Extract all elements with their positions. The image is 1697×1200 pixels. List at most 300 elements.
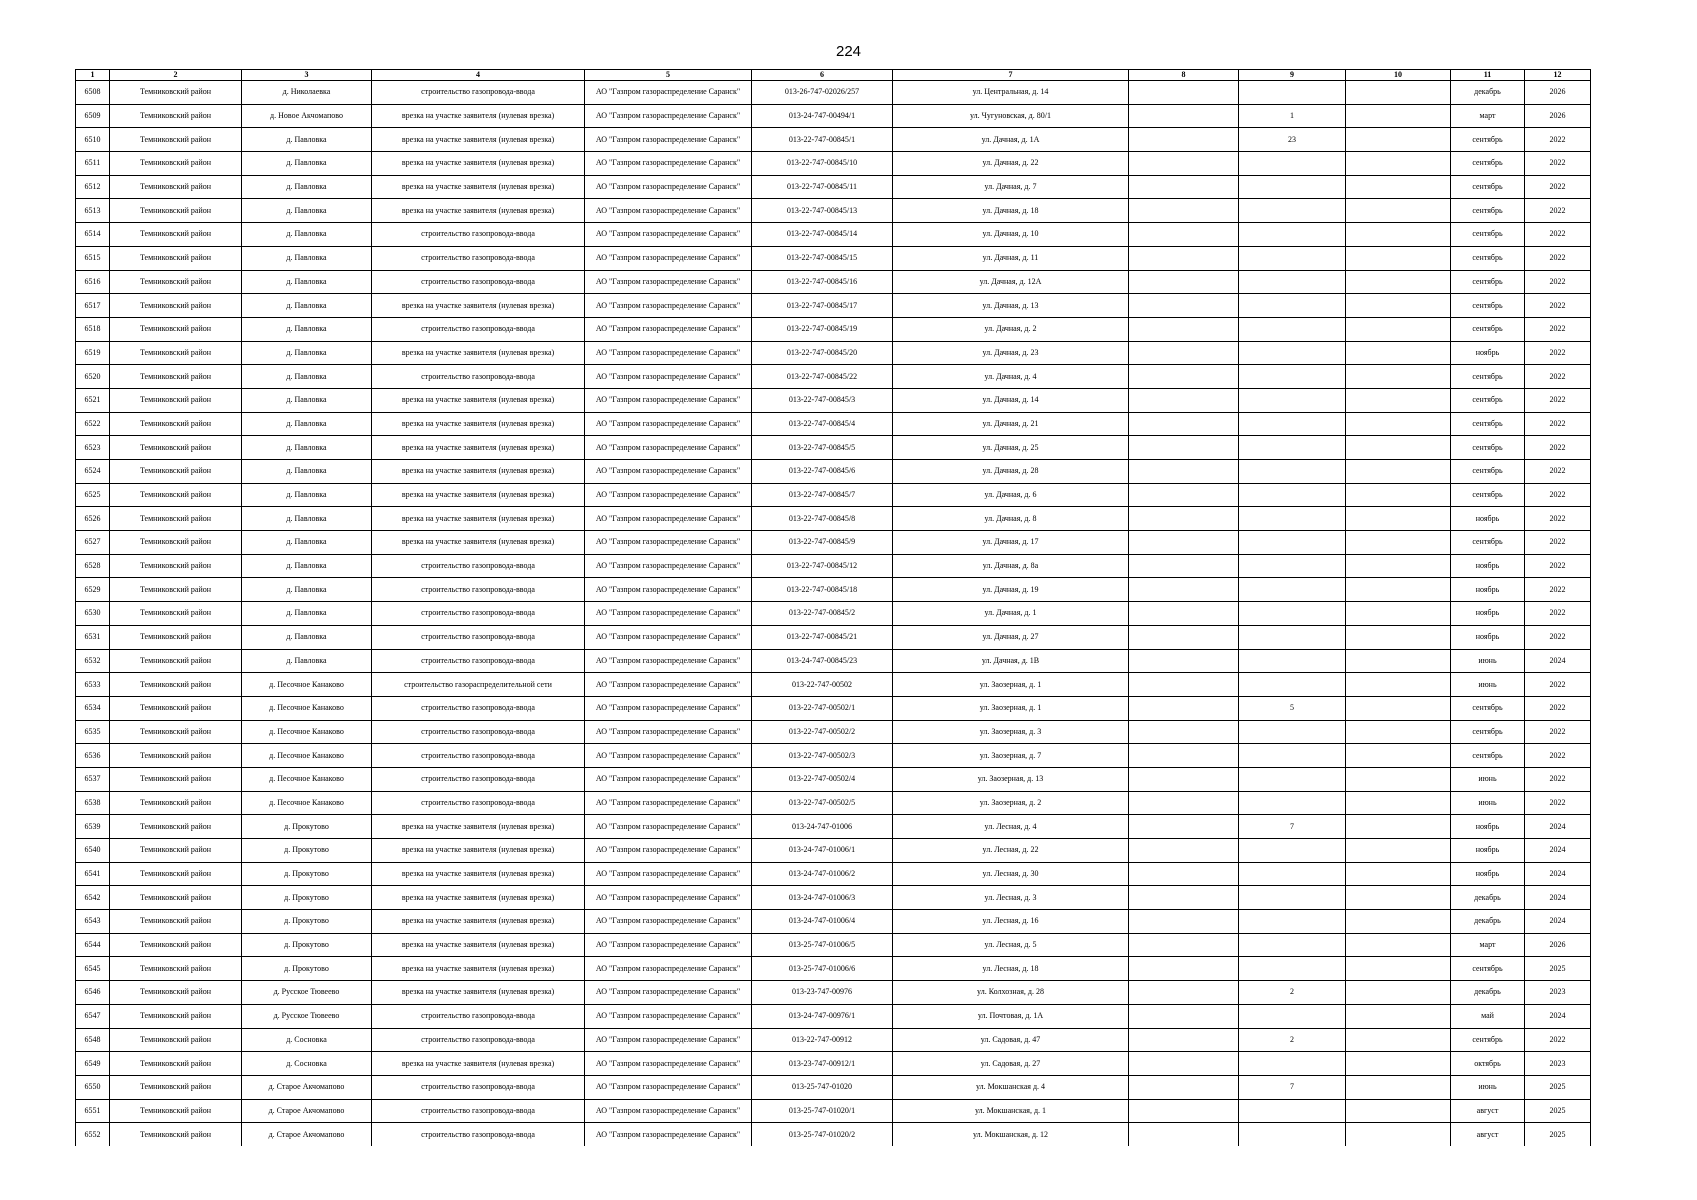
cell-month: сентябрь: [1451, 246, 1525, 270]
table-row: [76, 270, 1591, 294]
cell-year: 2024: [1525, 862, 1591, 886]
cell-col-9: [1239, 649, 1346, 673]
column-header: 2: [110, 70, 242, 81]
cell-col-10: [1346, 365, 1451, 389]
cell-month: октябрь: [1451, 1052, 1525, 1076]
cell-district: Темниковский район: [110, 791, 242, 815]
cell-work-type: врезка на участке заявителя (нулевая врезка): [372, 531, 585, 555]
cell-year: 2022: [1525, 673, 1591, 697]
cell-year: 2026: [1525, 933, 1591, 957]
cell-address: ул. Лесная, д. 18: [893, 957, 1129, 981]
cell-month: сентябрь: [1451, 128, 1525, 152]
cell-organization: АО "Газпром газораспределение Саранск": [585, 152, 752, 176]
cell-work-type: строительство газопровода-ввода: [372, 720, 585, 744]
cell-month: сентябрь: [1451, 294, 1525, 318]
cell-month: декабрь: [1451, 981, 1525, 1005]
cell-month: сентябрь: [1451, 199, 1525, 223]
cell-col-10: [1346, 578, 1451, 602]
cell-organization: АО "Газпром газораспределение Саранск": [585, 199, 752, 223]
cell-col-10: [1346, 81, 1451, 105]
cell-work-type: строительство газопровода-ввода: [372, 1123, 585, 1147]
cell-tech-conditions-number: 013-26-747-02026/257: [752, 81, 893, 105]
cell-tech-conditions-number: 013-25-747-01006/6: [752, 957, 893, 981]
cell-district: Темниковский район: [110, 246, 242, 270]
cell-col-9: [1239, 602, 1346, 626]
cell-district: Темниковский район: [110, 1099, 242, 1123]
cell-col-8: [1129, 862, 1239, 886]
cell-col-9: 7: [1239, 815, 1346, 839]
cell-tech-conditions-number: 013-22-747-00845/2: [752, 602, 893, 626]
cell-organization: АО "Газпром газораспределение Саранск": [585, 1099, 752, 1123]
cell-col-9: [1239, 199, 1346, 223]
cell-work-type: строительство газопровода-ввода: [372, 649, 585, 673]
cell-month: март: [1451, 104, 1525, 128]
cell-col-9: [1239, 341, 1346, 365]
cell-work-type: врезка на участке заявителя (нулевая врезка): [372, 886, 585, 910]
cell-work-type: строительство газопровода-ввода: [372, 1099, 585, 1123]
column-header: 7: [893, 70, 1129, 81]
cell-row-number: 6520: [76, 365, 110, 389]
cell-tech-conditions-number: 013-22-747-00502/2: [752, 720, 893, 744]
cell-work-type: врезка на участке заявителя (нулевая врезка): [372, 815, 585, 839]
cell-tech-conditions-number: 013-22-747-00845/18: [752, 578, 893, 602]
cell-settlement: д. Павловка: [242, 649, 372, 673]
cell-tech-conditions-number: 013-24-747-01006/4: [752, 910, 893, 934]
cell-col-9: [1239, 81, 1346, 105]
cell-district: Темниковский район: [110, 507, 242, 531]
cell-organization: АО "Газпром газораспределение Саранск": [585, 602, 752, 626]
cell-row-number: 6552: [76, 1123, 110, 1147]
table-row: [76, 317, 1591, 341]
cell-district: Темниковский район: [110, 910, 242, 934]
cell-district: Темниковский район: [110, 128, 242, 152]
cell-organization: АО "Газпром газораспределение Саранск": [585, 483, 752, 507]
cell-year: 2022: [1525, 388, 1591, 412]
cell-col-8: [1129, 388, 1239, 412]
cell-col-8: [1129, 578, 1239, 602]
cell-tech-conditions-number: 013-22-747-00845/9: [752, 531, 893, 555]
cell-month: декабрь: [1451, 910, 1525, 934]
cell-organization: АО "Газпром газораспределение Саранск": [585, 104, 752, 128]
cell-tech-conditions-number: 013-22-747-00845/5: [752, 436, 893, 460]
cell-row-number: 6522: [76, 412, 110, 436]
cell-settlement: д. Павловка: [242, 317, 372, 341]
cell-row-number: 6551: [76, 1099, 110, 1123]
cell-tech-conditions-number: 013-25-747-01020/2: [752, 1123, 893, 1147]
cell-tech-conditions-number: 013-22-747-00845/15: [752, 246, 893, 270]
column-header: 6: [752, 70, 893, 81]
cell-organization: АО "Газпром газораспределение Саранск": [585, 412, 752, 436]
cell-work-type: строительство газопровода-ввода: [372, 81, 585, 105]
table-row: [76, 862, 1591, 886]
cell-district: Темниковский район: [110, 720, 242, 744]
page-number: 224: [835, 43, 862, 60]
cell-col-8: [1129, 886, 1239, 910]
cell-district: Темниковский район: [110, 388, 242, 412]
cell-col-10: [1346, 294, 1451, 318]
cell-row-number: 6514: [76, 223, 110, 247]
cell-settlement: д. Павловка: [242, 152, 372, 176]
cell-row-number: 6548: [76, 1028, 110, 1052]
cell-address: ул. Заозерная, д. 1: [893, 696, 1129, 720]
cell-col-8: [1129, 483, 1239, 507]
cell-year: 2024: [1525, 1004, 1591, 1028]
cell-month: сентябрь: [1451, 317, 1525, 341]
cell-row-number: 6542: [76, 886, 110, 910]
table-row: [76, 507, 1591, 531]
cell-address: ул. Дачная, д. 7: [893, 175, 1129, 199]
cell-organization: АО "Газпром газораспределение Саранск": [585, 507, 752, 531]
cell-district: Темниковский район: [110, 365, 242, 389]
cell-col-8: [1129, 270, 1239, 294]
cell-month: ноябрь: [1451, 815, 1525, 839]
cell-col-9: [1239, 412, 1346, 436]
cell-work-type: строительство газопровода-ввода: [372, 767, 585, 791]
cell-row-number: 6526: [76, 507, 110, 531]
table-row: [76, 910, 1591, 934]
cell-year: 2022: [1525, 270, 1591, 294]
cell-month: июнь: [1451, 767, 1525, 791]
cell-settlement: д. Песочное Канаково: [242, 744, 372, 768]
cell-tech-conditions-number: 013-22-747-00845/13: [752, 199, 893, 223]
cell-col-8: [1129, 554, 1239, 578]
cell-tech-conditions-number: 013-25-747-01006/5: [752, 933, 893, 957]
cell-year: 2024: [1525, 910, 1591, 934]
cell-col-8: [1129, 175, 1239, 199]
cell-district: Темниковский район: [110, 436, 242, 460]
cell-address: ул. Чугуновская, д. 80/1: [893, 104, 1129, 128]
cell-organization: АО "Газпром газораспределение Саранск": [585, 1004, 752, 1028]
cell-address: ул. Мокшанская, д. 12: [893, 1123, 1129, 1147]
table-row: [76, 341, 1591, 365]
cell-col-8: [1129, 910, 1239, 934]
cell-year: 2025: [1525, 1123, 1591, 1147]
cell-settlement: д. Павловка: [242, 199, 372, 223]
cell-organization: АО "Газпром газораспределение Саранск": [585, 341, 752, 365]
cell-work-type: строительство газопровода-ввода: [372, 696, 585, 720]
cell-settlement: д. Старое Акчомапово: [242, 1123, 372, 1147]
column-header: 5: [585, 70, 752, 81]
cell-col-10: [1346, 270, 1451, 294]
cell-settlement: д. Старое Акчомапово: [242, 1099, 372, 1123]
cell-col-8: [1129, 341, 1239, 365]
cell-organization: АО "Газпром газораспределение Саранск": [585, 815, 752, 839]
cell-col-9: [1239, 270, 1346, 294]
cell-row-number: 6518: [76, 317, 110, 341]
cell-district: Темниковский район: [110, 152, 242, 176]
cell-year: 2022: [1525, 199, 1591, 223]
cell-col-9: [1239, 175, 1346, 199]
cell-col-10: [1346, 696, 1451, 720]
cell-tech-conditions-number: 013-22-747-00845/10: [752, 152, 893, 176]
cell-organization: АО "Газпром газораспределение Саранск": [585, 246, 752, 270]
cell-col-8: [1129, 673, 1239, 697]
cell-organization: АО "Газпром газораспределение Саранск": [585, 673, 752, 697]
cell-district: Темниковский район: [110, 981, 242, 1005]
column-header: 3: [242, 70, 372, 81]
cell-tech-conditions-number: 013-22-747-00502: [752, 673, 893, 697]
cell-row-number: 6524: [76, 460, 110, 484]
cell-col-10: [1346, 341, 1451, 365]
table-row: [76, 483, 1591, 507]
table-row: [76, 957, 1591, 981]
cell-row-number: 6540: [76, 839, 110, 863]
cell-col-8: [1129, 767, 1239, 791]
cell-address: ул. Дачная, д. 1: [893, 602, 1129, 626]
cell-tech-conditions-number: 013-23-747-00976: [752, 981, 893, 1005]
table-row: [76, 554, 1591, 578]
cell-col-8: [1129, 436, 1239, 460]
cell-district: Темниковский район: [110, 957, 242, 981]
cell-work-type: строительство газопровода-ввода: [372, 791, 585, 815]
cell-col-8: [1129, 507, 1239, 531]
cell-row-number: 6512: [76, 175, 110, 199]
cell-year: 2024: [1525, 649, 1591, 673]
cell-district: Темниковский район: [110, 1028, 242, 1052]
cell-col-8: [1129, 365, 1239, 389]
cell-organization: АО "Газпром газораспределение Саранск": [585, 578, 752, 602]
cell-col-9: [1239, 223, 1346, 247]
cell-settlement: д. Павловка: [242, 412, 372, 436]
cell-month: июнь: [1451, 791, 1525, 815]
column-header: 10: [1346, 70, 1451, 81]
cell-month: сентябрь: [1451, 460, 1525, 484]
cell-col-10: [1346, 602, 1451, 626]
cell-month: сентябрь: [1451, 720, 1525, 744]
cell-year: 2026: [1525, 81, 1591, 105]
cell-organization: АО "Газпром газораспределение Саранск": [585, 460, 752, 484]
cell-tech-conditions-number: 013-22-747-00845/11: [752, 175, 893, 199]
table-row: [76, 246, 1591, 270]
cell-col-9: [1239, 957, 1346, 981]
cell-district: Темниковский район: [110, 649, 242, 673]
table-row: [76, 294, 1591, 318]
cell-work-type: врезка на участке заявителя (нулевая врезка): [372, 910, 585, 934]
table-row: [76, 1075, 1591, 1099]
cell-address: ул. Дачная, д. 1А: [893, 128, 1129, 152]
cell-month: сентябрь: [1451, 436, 1525, 460]
cell-col-9: [1239, 862, 1346, 886]
cell-address: ул. Заозерная, д. 3: [893, 720, 1129, 744]
cell-tech-conditions-number: 013-22-747-00845/16: [752, 270, 893, 294]
cell-col-9: [1239, 554, 1346, 578]
cell-col-10: [1346, 1123, 1451, 1147]
cell-district: Темниковский район: [110, 815, 242, 839]
cell-col-8: [1129, 649, 1239, 673]
cell-month: август: [1451, 1099, 1525, 1123]
cell-col-10: [1346, 1075, 1451, 1099]
cell-col-10: [1346, 152, 1451, 176]
cell-address: ул. Дачная, д. 6: [893, 483, 1129, 507]
cell-work-type: строительство газопровода-ввода: [372, 554, 585, 578]
cell-tech-conditions-number: 013-22-747-00845/21: [752, 625, 893, 649]
cell-col-9: 2: [1239, 981, 1346, 1005]
cell-settlement: д. Прокутово: [242, 815, 372, 839]
cell-year: 2022: [1525, 128, 1591, 152]
cell-work-type: строительство газораспределительной сети: [372, 673, 585, 697]
table-row: [76, 531, 1591, 555]
cell-col-10: [1346, 223, 1451, 247]
cell-col-10: [1346, 1004, 1451, 1028]
table-row: [76, 673, 1591, 697]
cell-settlement: д. Песочное Канаково: [242, 767, 372, 791]
cell-col-9: [1239, 910, 1346, 934]
cell-organization: АО "Газпром газораспределение Саранск": [585, 1075, 752, 1099]
cell-col-9: [1239, 1099, 1346, 1123]
table-row: [76, 223, 1591, 247]
cell-year: 2022: [1525, 507, 1591, 531]
cell-year: 2022: [1525, 460, 1591, 484]
cell-settlement: д. Прокутово: [242, 957, 372, 981]
cell-col-8: [1129, 815, 1239, 839]
cell-district: Темниковский район: [110, 341, 242, 365]
cell-row-number: 6516: [76, 270, 110, 294]
cell-district: Темниковский район: [110, 270, 242, 294]
cell-col-9: [1239, 1004, 1346, 1028]
cell-district: Темниковский район: [110, 625, 242, 649]
cell-district: Темниковский район: [110, 199, 242, 223]
cell-col-8: [1129, 199, 1239, 223]
cell-address: ул. Мокшанская, д. 1: [893, 1099, 1129, 1123]
cell-row-number: 6546: [76, 981, 110, 1005]
cell-tech-conditions-number: 013-22-747-00845/4: [752, 412, 893, 436]
cell-col-10: [1346, 625, 1451, 649]
table-row: [76, 649, 1591, 673]
cell-col-10: [1346, 412, 1451, 436]
cell-month: сентябрь: [1451, 696, 1525, 720]
cell-row-number: 6528: [76, 554, 110, 578]
cell-col-10: [1346, 910, 1451, 934]
cell-col-10: [1346, 1099, 1451, 1123]
cell-year: 2022: [1525, 294, 1591, 318]
cell-col-9: [1239, 791, 1346, 815]
cell-year: 2022: [1525, 696, 1591, 720]
cell-row-number: 6534: [76, 696, 110, 720]
cell-year: 2022: [1525, 1028, 1591, 1052]
cell-district: Темниковский район: [110, 483, 242, 507]
cell-settlement: д. Русское Тювеево: [242, 981, 372, 1005]
cell-row-number: 6543: [76, 910, 110, 934]
table-row: [76, 602, 1591, 626]
cell-district: Темниковский район: [110, 839, 242, 863]
cell-row-number: 6544: [76, 933, 110, 957]
cell-district: Темниковский район: [110, 1052, 242, 1076]
cell-address: ул. Дачная, д. 4: [893, 365, 1129, 389]
cell-row-number: 6549: [76, 1052, 110, 1076]
cell-work-type: врезка на участке заявителя (нулевая врезка): [372, 1052, 585, 1076]
table-row: [76, 886, 1591, 910]
cell-col-8: [1129, 317, 1239, 341]
cell-col-9: [1239, 744, 1346, 768]
cell-settlement: д. Павловка: [242, 507, 372, 531]
cell-col-8: [1129, 981, 1239, 1005]
cell-month: июнь: [1451, 673, 1525, 697]
cell-year: 2026: [1525, 104, 1591, 128]
cell-col-10: [1346, 317, 1451, 341]
cell-col-10: [1346, 531, 1451, 555]
cell-col-10: [1346, 199, 1451, 223]
cell-settlement: д. Павловка: [242, 270, 372, 294]
cell-month: сентябрь: [1451, 388, 1525, 412]
cell-year: 2022: [1525, 625, 1591, 649]
cell-col-8: [1129, 152, 1239, 176]
cell-col-9: [1239, 460, 1346, 484]
cell-settlement: д. Павловка: [242, 578, 372, 602]
cell-col-10: [1346, 791, 1451, 815]
cell-district: Темниковский район: [110, 673, 242, 697]
cell-year: 2022: [1525, 317, 1591, 341]
cell-organization: АО "Газпром газораспределение Саранск": [585, 720, 752, 744]
cell-col-8: [1129, 720, 1239, 744]
cell-organization: АО "Газпром газораспределение Саранск": [585, 744, 752, 768]
cell-col-10: [1346, 886, 1451, 910]
cell-tech-conditions-number: 013-23-747-00912/1: [752, 1052, 893, 1076]
table-body: [76, 81, 1591, 1147]
cell-col-9: [1239, 673, 1346, 697]
table-row: [76, 720, 1591, 744]
cell-settlement: д. Песочное Канаково: [242, 720, 372, 744]
cell-organization: АО "Газпром газораспределение Саранск": [585, 175, 752, 199]
cell-col-8: [1129, 81, 1239, 105]
cell-organization: АО "Газпром газораспределение Саранск": [585, 223, 752, 247]
cell-settlement: д. Прокутово: [242, 933, 372, 957]
cell-col-9: [1239, 294, 1346, 318]
cell-row-number: 6537: [76, 767, 110, 791]
cell-organization: АО "Газпром газораспределение Саранск": [585, 294, 752, 318]
cell-row-number: 6533: [76, 673, 110, 697]
cell-col-9: 1: [1239, 104, 1346, 128]
cell-work-type: врезка на участке заявителя (нулевая врезка): [372, 104, 585, 128]
cell-work-type: врезка на участке заявителя (нулевая врезка): [372, 862, 585, 886]
cell-col-10: [1346, 507, 1451, 531]
cell-col-8: [1129, 1004, 1239, 1028]
cell-district: Темниковский район: [110, 696, 242, 720]
cell-organization: АО "Газпром газораспределение Саранск": [585, 791, 752, 815]
cell-row-number: 6519: [76, 341, 110, 365]
cell-district: Темниковский район: [110, 862, 242, 886]
cell-row-number: 6508: [76, 81, 110, 105]
cell-row-number: 6513: [76, 199, 110, 223]
cell-col-8: [1129, 460, 1239, 484]
cell-month: ноябрь: [1451, 341, 1525, 365]
cell-year: 2022: [1525, 436, 1591, 460]
cell-month: сентябрь: [1451, 1028, 1525, 1052]
cell-address: ул. Дачная, д. 23: [893, 341, 1129, 365]
cell-month: сентябрь: [1451, 270, 1525, 294]
cell-col-9: [1239, 578, 1346, 602]
cell-tech-conditions-number: 013-22-747-00502/5: [752, 791, 893, 815]
cell-address: ул. Дачная, д. 8а: [893, 554, 1129, 578]
cell-month: ноябрь: [1451, 602, 1525, 626]
cell-year: 2022: [1525, 602, 1591, 626]
cell-district: Темниковский район: [110, 578, 242, 602]
cell-organization: АО "Газпром газораспределение Саранск": [585, 81, 752, 105]
cell-year: 2025: [1525, 1075, 1591, 1099]
cell-month: сентябрь: [1451, 744, 1525, 768]
cell-district: Темниковский район: [110, 294, 242, 318]
cell-col-9: [1239, 246, 1346, 270]
cell-col-9: [1239, 625, 1346, 649]
cell-col-9: [1239, 483, 1346, 507]
cell-work-type: врезка на участке заявителя (нулевая врезка): [372, 483, 585, 507]
cell-tech-conditions-number: 013-22-747-00845/20: [752, 341, 893, 365]
cell-col-9: [1239, 1123, 1346, 1147]
table-row: [76, 1099, 1591, 1123]
cell-row-number: 6539: [76, 815, 110, 839]
cell-address: ул. Лесная, д. 22: [893, 839, 1129, 863]
cell-work-type: строительство газопровода-ввода: [372, 317, 585, 341]
cell-tech-conditions-number: 013-22-747-00912: [752, 1028, 893, 1052]
